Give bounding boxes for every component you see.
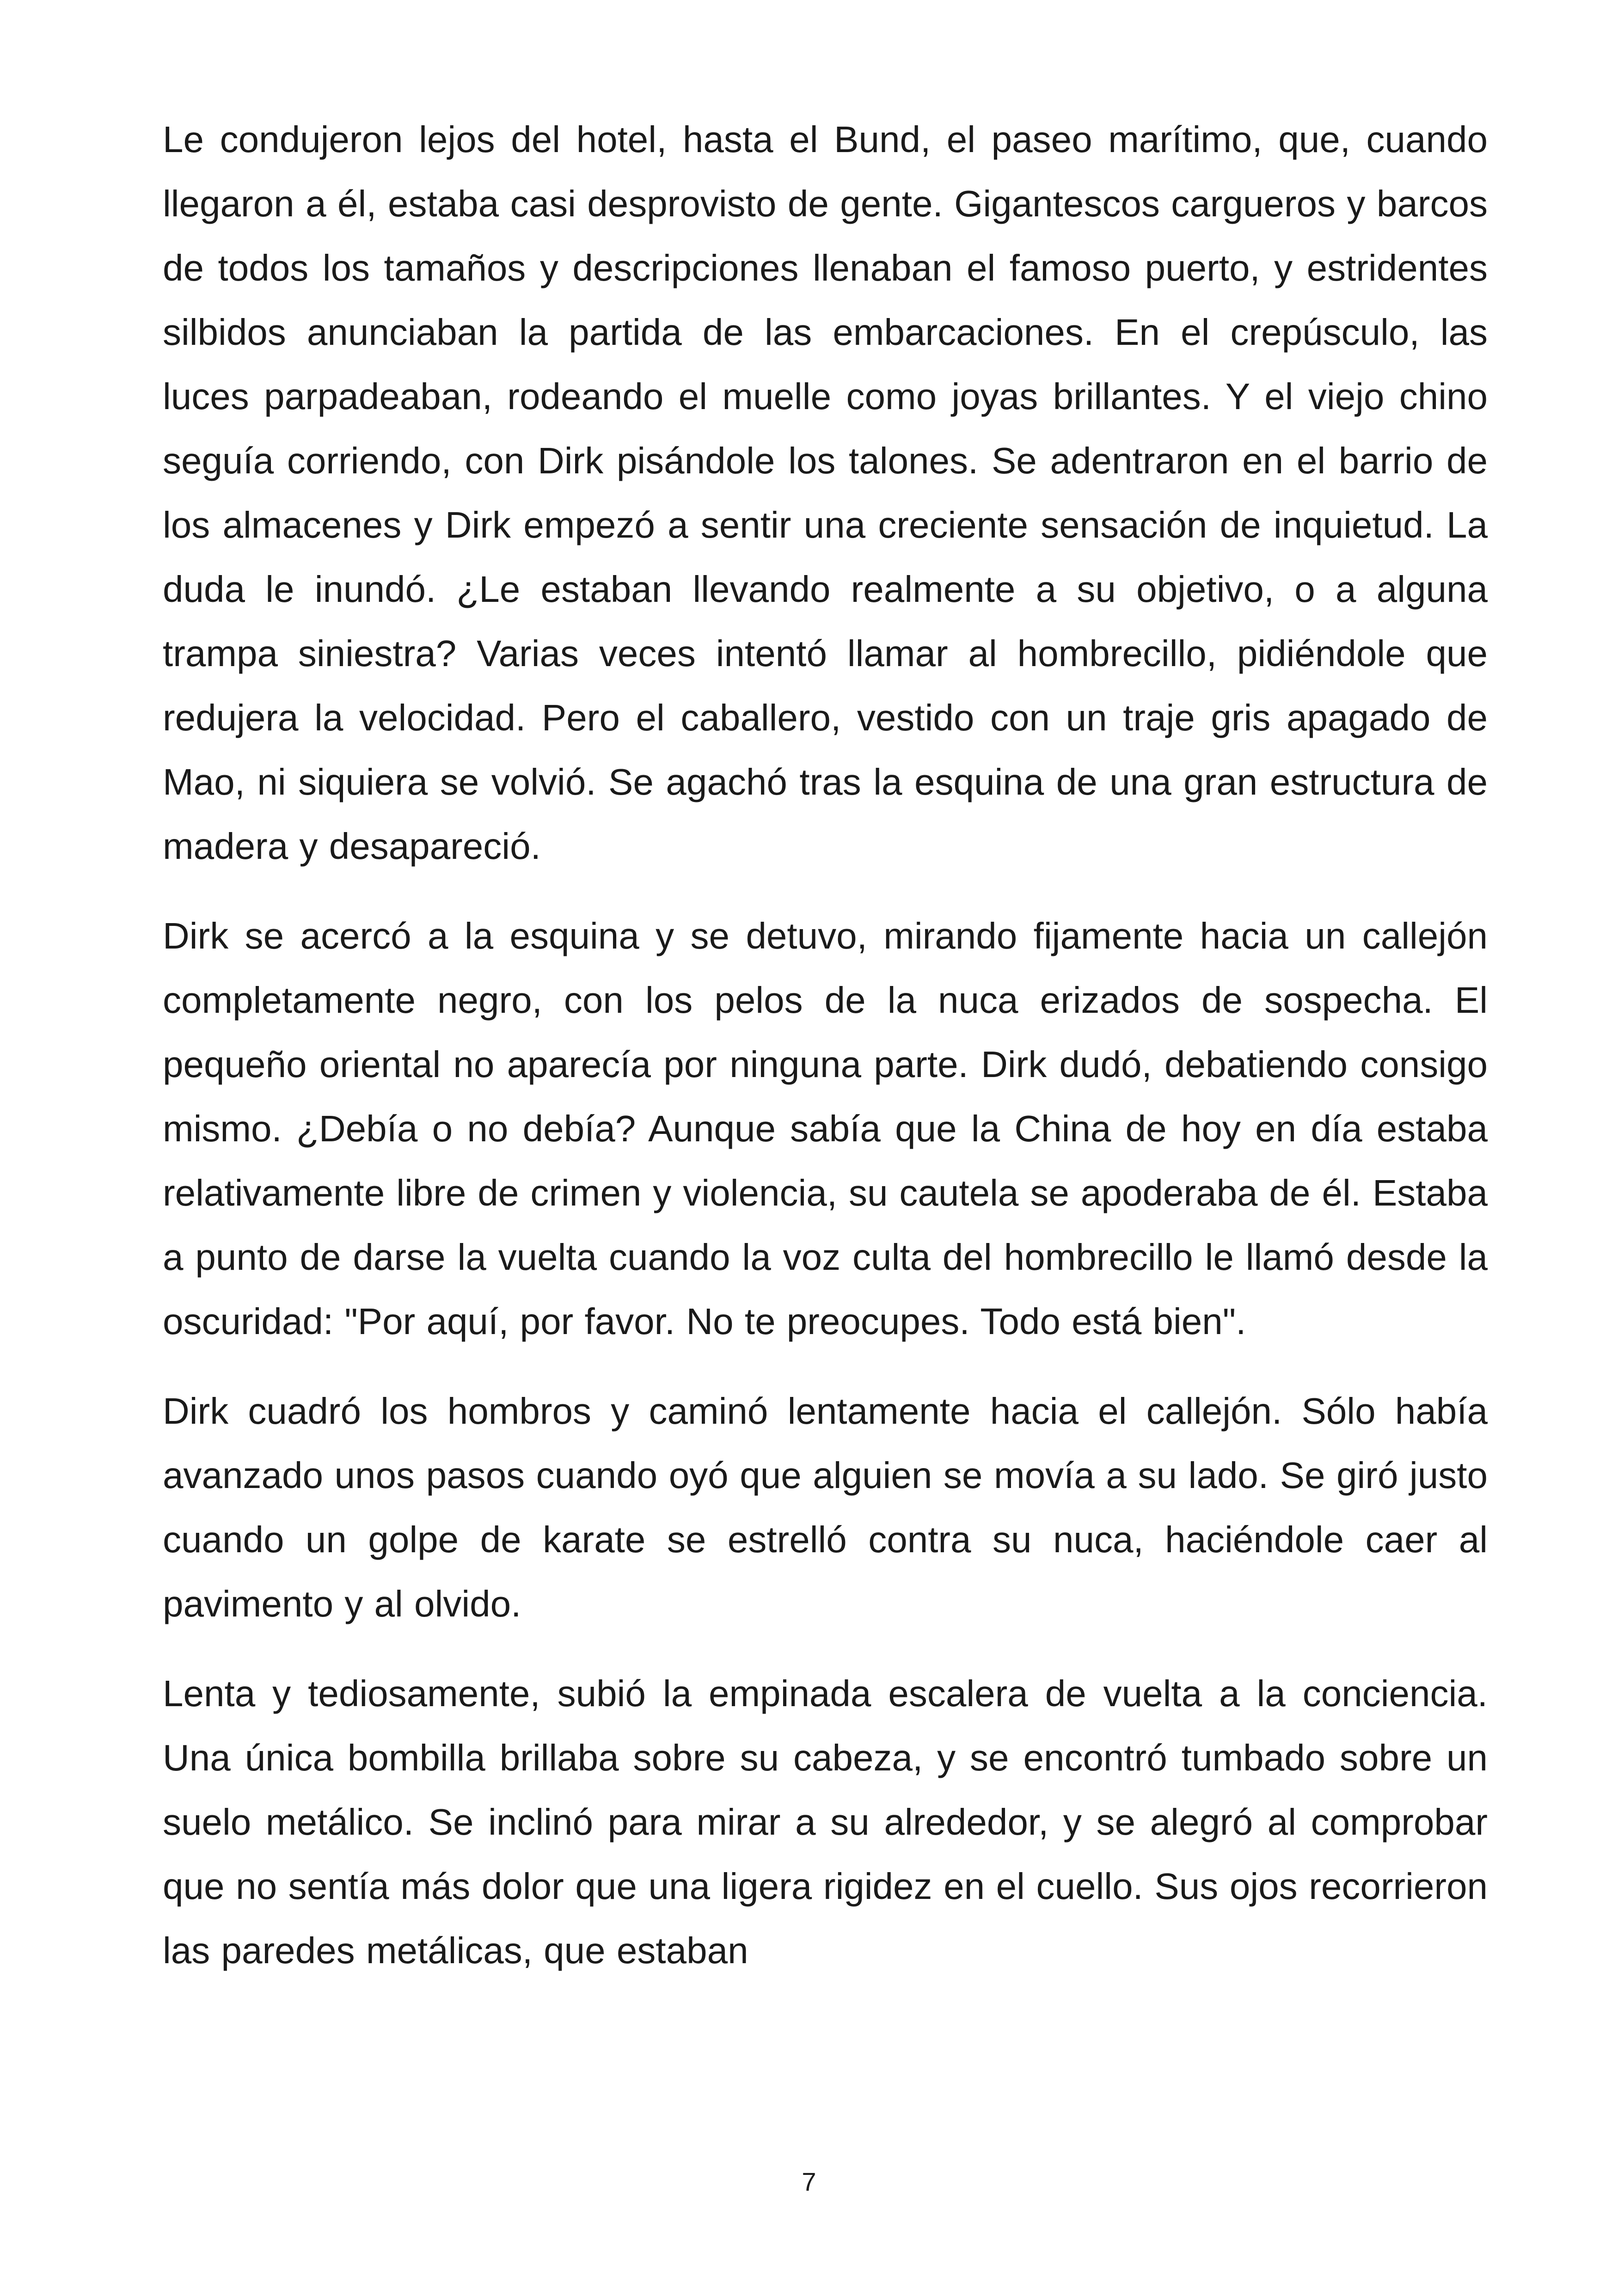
body-text [163, 107, 1488, 2008]
paragraph-4: Lenta y tediosamente, subió la empinada escalera de vuelta a la conciencia. Una única bombilla brillaba sobre su cabeza, y se encontró tumbado sobre un suelo metálico. Se inclinó para mirar a su alrededor, y se alegró al comprobar que no sentía más dolor que una ligera rigidez en el cuello. Sus ojos recorrieron las paredes metálicas, que estaban [163, 1673, 1488, 1971]
paragraph-1: Le condujeron lejos del hotel, hasta el Bund, el paseo marítimo, que, cuando llegaron a él, estaba casi desprovisto de gente. Gigantescos cargueros y barcos de todos los tamaños y descripciones llenaban el famoso puerto, y estridentes silbidos anunciaban la partida de las embarcaciones. En el crepúsculo, las luces parpadeaban, rodeando el muelle como joyas brillantes. Y el viejo chino seguía corriendo, con Dirk pisándole los talones. Se adentraron en el barrio de los almacenes y Dirk empezó a sentir una creciente sensación de inquietud. La duda le inundó. ¿Le estaban llevando realmente a su objetivo, o a alguna trampa siniestra? Varias veces intentó llamar al hombrecillo, pidiéndole que redujera la velocidad. Pero el caballero, vestido con un traje gris apagado de Mao, ni siquiera se volvió. Se agachó tras la esquina de una gran estructura de madera y desapareció. [163, 119, 1488, 867]
paragraph-3: Dirk cuadró los hombros y caminó lentamente hacia el callejón. Sólo había avanzado unos pasos cuando oyó que alguien se movía a su lado. Se giró justo cuando un golpe de karate se estrelló contra su nuca, haciéndole caer al pavimento y al olvido. [163, 1390, 1488, 1624]
page-number: 7 [802, 2167, 816, 2196]
paragraph-2: Dirk se acercó a la esquina y se detuvo, mirando fijamente hacia un callejón completamente negro, con los pelos de la nuca erizados de sospecha. El pequeño oriental no aparecía por ninguna parte. Dirk dudó, debatiendo consigo mismo. ¿Debía o no debía? Aunque sabía que la China de hoy en día estaba relativamente libre de crimen y violencia, su cautela se apoderaba de él. Estaba a punto de darse la vuelta cuando la voz culta del hombrecillo le llamó desde la oscuridad: "Por aquí, por favor. No te preocupes. Todo está bien". [163, 915, 1488, 1342]
